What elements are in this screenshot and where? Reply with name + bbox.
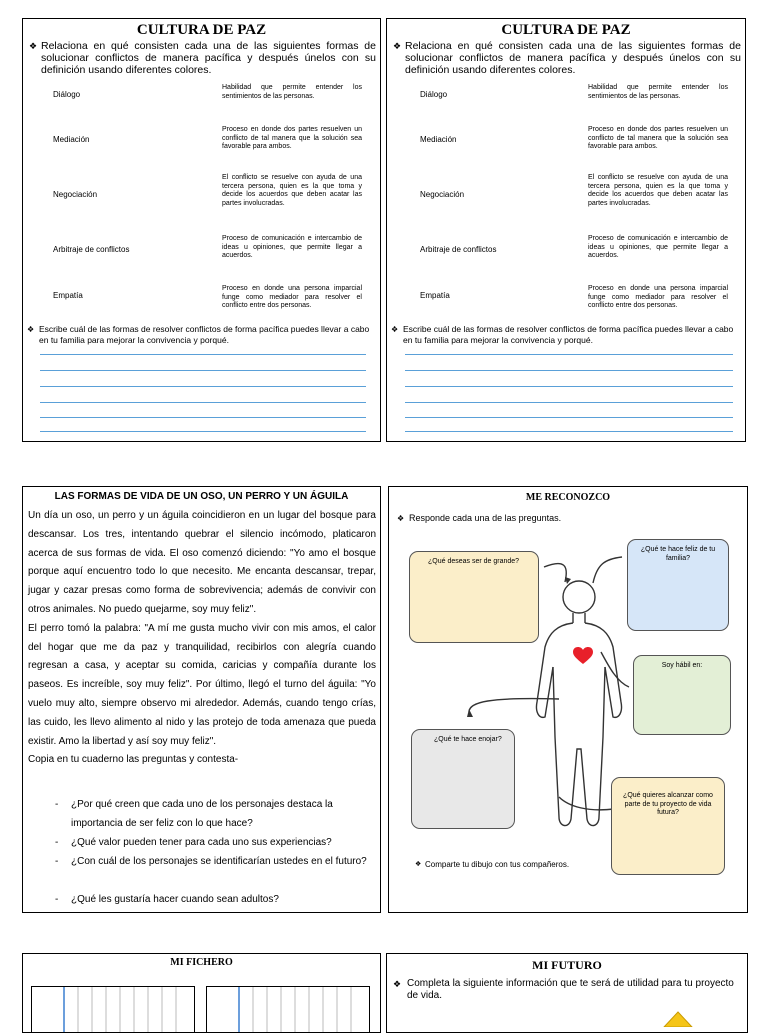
diamond-bullet-icon: ❖ (397, 514, 405, 523)
story-question: - ¿Qué valor pueden tener para cada uno sus experiencias? (55, 837, 332, 848)
term-negociacion: Negociación (420, 190, 465, 199)
def-4: Proceso de comunicación e intercambio de ideas u opiniones, que permite llegar a acuerdos. (588, 235, 728, 259)
def-5: Proceso en donde una persona imparcial funge como mediador para resolver el conflicto entre dos personas. (588, 285, 728, 309)
term-mediacion: Mediación (53, 135, 90, 144)
def-3: El conflicto se resuelve con ayuda de una tercera persona, quien es la que toma y decide los acuerdos que deben acatar las partes involucradas. (222, 174, 362, 207)
question-text: ¿Con cuál de los personajes se identificarían ustedes en el futuro? (71, 856, 367, 867)
term-dialogo: Diálogo (53, 90, 81, 99)
bubble-deseas-ser[interactable]: ¿Qué deseas ser de grande? (409, 551, 539, 643)
term-dialogo: Diálogo (420, 90, 448, 99)
def-4: Proceso de comunicación e intercambio de ideas u opiniones, que permite llegar a acuerdos. (222, 235, 362, 259)
def-5: Proceso en donde una persona imparcial funge como mediador para resolver el conflicto entre dos personas. (222, 285, 362, 309)
answer-line[interactable] (40, 370, 366, 371)
story-paragraph: Un día un oso, un perro y un águila coincidieron en un lugar del bosque para descansar. Los tres, intentando quebrar el silencio incómodo, platicaron acerca de sus formas de vida. El oso comenzó diciendo: "Yo amo el bosque porque aquí encuentro todo lo que necesito. Me encanta descansar, trepar, jugar y cazar presas como forma de sobrevivencia; además de convivir con otros animales. No puedo quejarme, soy muy feliz". (28, 510, 376, 615)
cultura-panel-right (386, 18, 746, 442)
bubble-soy-habil[interactable]: Soy hábil en: (633, 655, 731, 735)
index-card-left[interactable] (31, 986, 195, 1033)
term-empatia: Empatía (53, 291, 83, 300)
answer-line[interactable] (405, 354, 733, 355)
diamond-bullet-icon: ❖ (29, 41, 38, 51)
term-negociacion: Negociación (53, 190, 98, 199)
answer-line[interactable] (405, 431, 733, 432)
futuro-instruction: Completa la siguiente información que te será de utilidad para tu proyecto de vida. (407, 978, 734, 1001)
diamond-bullet-icon: ❖ (415, 861, 422, 868)
card-lines (32, 987, 196, 1033)
def-1: Habilidad que permite entender los sentimientos de las personas. (588, 84, 728, 100)
story-panel (22, 486, 381, 913)
question-text: ¿Qué les gustaría hacer cuando sean adultos? (71, 894, 279, 905)
diamond-bullet-icon: ❖ (27, 325, 35, 334)
def-3: El conflicto se resuelve con ayuda de una tercera persona, quien es la que toma y decide los acuerdos que deben acatar las partes involucradas. (588, 174, 728, 207)
def-2: Proceso en donde dos partes resuelven un conflicto de tal manera que la solución sea favorable para ambos. (222, 126, 362, 150)
answer-line[interactable] (405, 417, 733, 418)
answer-line[interactable] (40, 386, 366, 387)
term-arbitraje: Arbitraje de conflictos (420, 245, 497, 254)
question-text: ¿Qué valor pueden tener para cada uno sus experiencias? (71, 837, 332, 848)
story-paragraph: Copia en tu cuaderno las preguntas y contesta- (28, 754, 239, 766)
warning-sign-icon (663, 1011, 693, 1027)
answer-line[interactable] (40, 402, 366, 403)
def-2: Proceso en donde dos partes resuelven un conflicto de tal manera que la solución sea favorable para ambos. (588, 126, 728, 150)
answer-line[interactable] (405, 386, 733, 387)
story-question: - ¿Con cuál de los personajes se identificarían ustedes en el futuro? (55, 856, 367, 867)
bubble-te-hace-enojar[interactable]: ¿Qué te hace enojar? (411, 729, 515, 829)
answer-line[interactable] (40, 417, 366, 418)
diamond-bullet-icon: ❖ (393, 979, 402, 989)
def-1: Habilidad que permite entender los sentimientos de las personas. (222, 84, 362, 100)
term-mediacion: Mediación (420, 135, 457, 144)
answer-line[interactable] (405, 370, 733, 371)
fichero-panel (22, 953, 381, 1033)
futuro-title: MI FUTURO (532, 958, 602, 972)
term-empatia: Empatía (420, 291, 450, 300)
card-lines (207, 987, 371, 1033)
story-paragraph: El perro tomó la palabra: "A mí me gusta mucho vivir con mis amos, el calor del hogar que me da paz y tranquilidad, recibirlos con alegría cuando regresan a casa, y aceptar su comida, caricias y compañía durante los paseos. Es increíble, soy muy feliz". Por último, llegó el turno del águila: "Yo vuelo muy alto, siempre observo mi alrededor. Además, cuando tengo crías, las cuido, les llevo alimento al nido y las protejo de toda amenaza que pueda existir. Amo la libertad y así soy muy feliz". (28, 622, 376, 747)
diamond-bullet-icon: ❖ (393, 41, 402, 51)
bubble-feliz-familia[interactable]: ¿Qué te hace feliz de tu familia? (627, 539, 729, 631)
bubble-proyecto-vida[interactable]: ¿Qué quieres alcanzar como parte de tu proyecto de vida futura? (611, 777, 725, 875)
diamond-bullet-icon: ❖ (391, 325, 399, 334)
question-text: ¿Por qué creen que cada uno de los personajes destaca la importancia de ser feliz con lo que hace? (71, 799, 333, 829)
story-question: - ¿Por qué creen que cada uno de los personajes destaca la importancia de ser feliz con lo que hace? (55, 799, 333, 829)
answer-line[interactable] (405, 402, 733, 403)
cultura-title: CULTURA DE PAZ (136, 22, 267, 38)
cultura-instruction: Relaciona en qué consisten cada una de las siguientes formas de solucionar conflictos de manera pacífica y después únelos con su definición usando diferentes colores. (405, 40, 741, 76)
reconozco-title: ME RECONOZCO (525, 492, 611, 503)
answer-line[interactable] (40, 431, 366, 432)
cultura-title: CULTURA DE PAZ (501, 22, 631, 38)
futuro-panel (386, 953, 748, 1033)
cultura-panel-left (22, 18, 381, 442)
index-card-right[interactable] (206, 986, 370, 1033)
story-text (28, 507, 376, 770)
cultura-instruction: Relaciona en qué consisten cada una de las siguientes formas de solucionar conflictos de manera pacífica y después únelos con su definición usando diferentes colores. (41, 40, 376, 76)
story-title: LAS FORMAS DE VIDA DE UN OSO, UN PERRO Y UN ÁGUILA (54, 491, 349, 502)
cultura-question: Escribe cuál de las formas de resolver conflictos de forma pacífica puedes llevar a cabo en tu familia para mejorar la convivencia y porqué. (39, 324, 370, 345)
story-question: - ¿Qué les gustaría hacer cuando sean adultos? (55, 894, 279, 905)
reconozco-footer: Comparte tu dibujo con tus compañeros. (425, 860, 570, 869)
cultura-question: Escribe cuál de las formas de resolver conflictos de forma pacífica puedes llevar a cabo en tu familia para mejorar la convivencia y porqué. (403, 324, 734, 345)
heart-icon (573, 647, 593, 665)
fichero-title: MI FICHERO (170, 957, 233, 968)
answer-line[interactable] (40, 354, 366, 355)
reconozco-panel (388, 486, 748, 913)
reconozco-instruction: Responde cada una de las preguntas. (409, 513, 562, 523)
term-arbitraje: Arbitraje de conflictos (53, 245, 130, 254)
